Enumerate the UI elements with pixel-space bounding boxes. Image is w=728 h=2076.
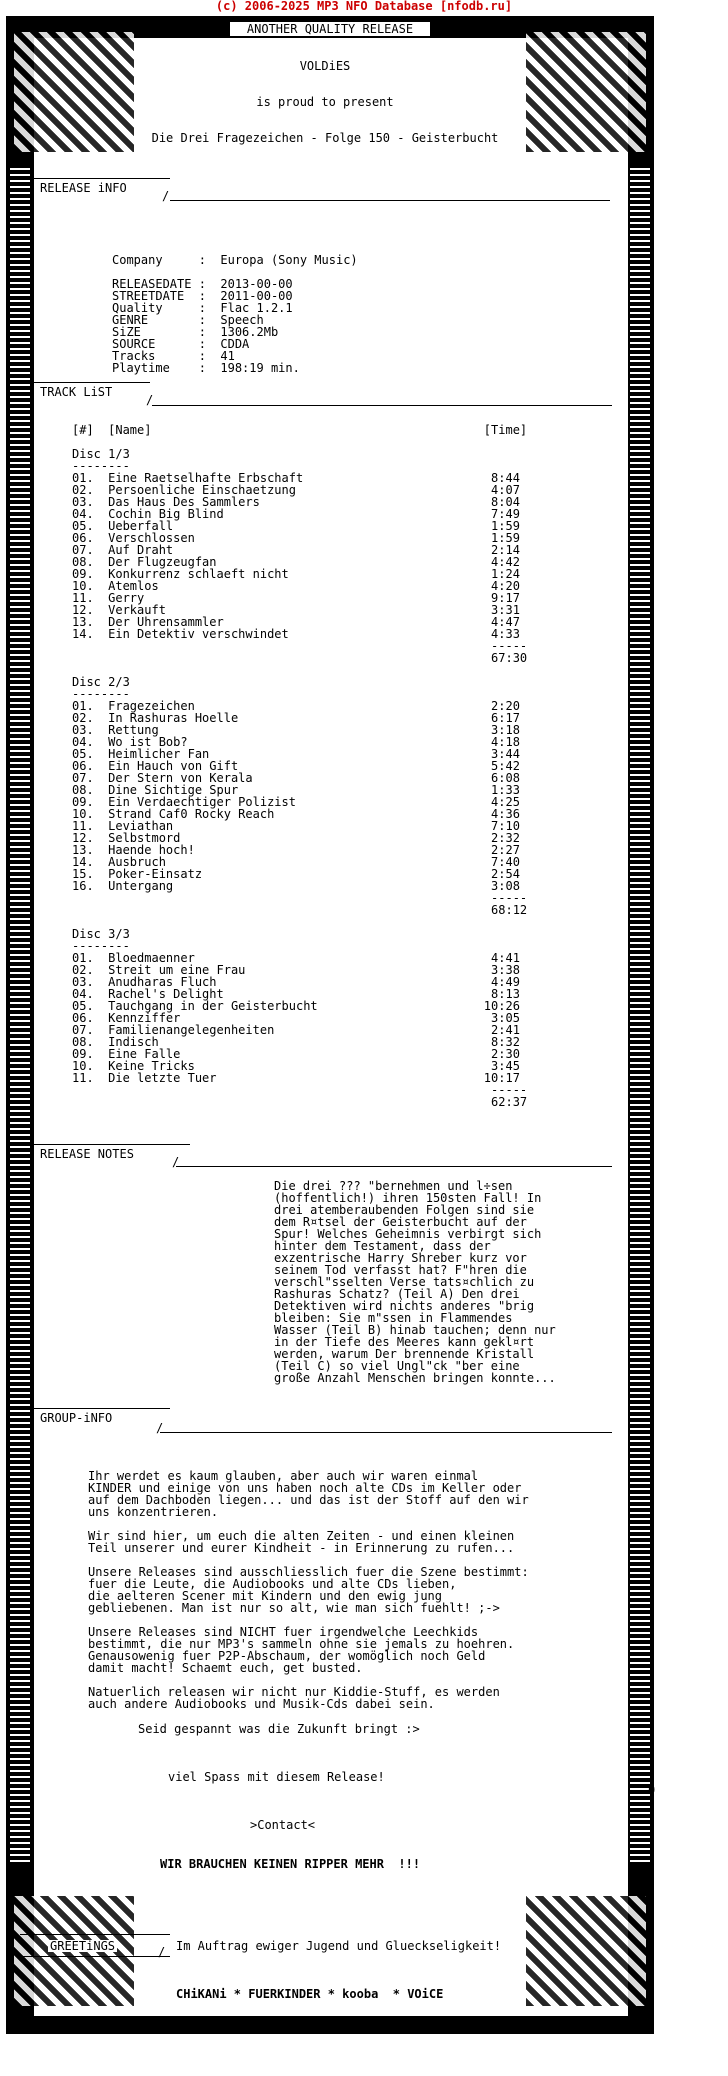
- release-notes-line: seinem Tod verfasst hat? F"hren die: [274, 1263, 527, 1277]
- group-info-line: Teil unserer und eurer Kindheit - in Erinnerung zu rufen...: [88, 1541, 515, 1555]
- track-row: 02. Persoenliche Einschaetzung 4:07: [72, 483, 520, 497]
- track-row: 14. Ein Detektiv verschwindet 4:33: [72, 627, 520, 641]
- rule: [176, 1166, 612, 1167]
- track-row: 07. Familienangelegenheiten 2:41: [72, 1023, 520, 1037]
- total-rule: -----: [72, 639, 528, 653]
- group-info-line: Genausowenig fuer P2P-Abschaum, der womöglich noch Geld: [88, 1649, 486, 1663]
- section-track-list: TRACK LiST: [40, 385, 113, 399]
- release-info-line: Quality : Flac 1.2.1: [112, 301, 293, 315]
- track-row: 06. Ein Hauch von Gift 5:42: [72, 759, 520, 773]
- contact-text: >Contact<: [250, 1818, 316, 1832]
- release-notes-line: werden, warum Der brennende Kristall: [274, 1347, 535, 1361]
- track-row: 02. In Rashuras Hoelle 6:17: [72, 711, 520, 725]
- track-row: 01. Bloedmaenner 4:41: [72, 951, 520, 965]
- track-row: 08. Der Flugzeugfan 4:42: [72, 555, 520, 569]
- rule: [20, 382, 150, 383]
- proud-text: is proud to present: [256, 95, 394, 109]
- source-header: (c) 2006-2025 MP3 NFO Database [nfodb.ru]: [215, 0, 513, 13]
- spacer: [72, 664, 527, 676]
- greetings-list: CHiKANi * FUERKINDER * kooba * VOiCE: [176, 1987, 444, 2001]
- release-notes-line: drei atemberaubenden Folgen sind sie: [274, 1203, 535, 1217]
- release-notes-line: Spur! Welches Geheimnis verbirgt sich: [274, 1227, 542, 1241]
- release-notes-line: verschl"sselten Verse tats¤chlich zu: [274, 1275, 535, 1289]
- rule: [20, 1408, 170, 1409]
- disc-total: 67:30: [72, 651, 528, 665]
- rule: [152, 405, 612, 406]
- group-info-line: bestimmt, die nur MP3's sammeln ohne sie jemals zu hoehren.: [88, 1637, 515, 1651]
- track-row: 12. Verkauft 3:31: [72, 603, 520, 617]
- spacer: [72, 1108, 527, 1120]
- track-row: 11. Gerry 9:17: [72, 591, 520, 605]
- release-notes-line: große Anzahl Menschen bringen konnte...: [274, 1371, 556, 1385]
- disc-underline: --------: [72, 939, 130, 953]
- group-info-line: Natuerlich releasen wir nicht nur Kiddie-Stuff, es werden: [88, 1685, 500, 1699]
- rule: [170, 200, 610, 201]
- track-row: 09. Ein Verdaechtiger Polizist 4:25: [72, 795, 520, 809]
- track-row: 06. Kennziffer 3:05: [72, 1011, 520, 1025]
- release-notes-line: in der Tiefe des Meeres kann gekl¤rt: [274, 1335, 535, 1349]
- group-info-line: Wir sind hier, um euch die alten Zeiten - und einen kleinen: [88, 1529, 515, 1543]
- track-row: 08. Indisch 8:32: [72, 1035, 520, 1049]
- track-row: 08. Dine Sichtige Spur 1:33: [72, 783, 520, 797]
- side-mark: 0: [648, 1783, 656, 1797]
- ripper-text: WIR BRAUCHEN KEINEN RIPPER MEHR !!!: [160, 1857, 421, 1871]
- track-row: 04. Cochin Big Blind 7:49: [72, 507, 520, 521]
- track-row: 14. Ausbruch 7:40: [72, 855, 520, 869]
- group-info-line: Ihr werdet es kaum glauben, aber auch wir waren einmal: [88, 1469, 479, 1483]
- track-row: 15. Poker-Einsatz 2:54: [72, 867, 520, 881]
- release-notes-line: hinter dem Testament, dass der: [274, 1239, 491, 1253]
- right-border-art: [630, 166, 650, 1866]
- section-release-info: RELEASE iNFO: [40, 181, 127, 195]
- track-row: 02. Streit um eine Frau 3:38: [72, 963, 520, 977]
- release-notes-line: Detektiven wird nichts anderes "brig: [274, 1299, 535, 1313]
- group-info-line: Unsere Releases sind ausschliesslich fuer die Szene bestimmt:: [88, 1565, 529, 1579]
- track-row: 03. Das Haus Des Sammlers 8:04: [72, 495, 520, 509]
- rule: [20, 1144, 190, 1145]
- track-row: 11. Die letzte Tuer 10:17: [72, 1071, 520, 1085]
- track-row: 07. Der Stern von Kerala 6:08: [72, 771, 520, 785]
- track-row: 03. Anudharas Fluch 4:49: [72, 975, 520, 989]
- release-info-line: Company : Europa (Sony Music): [112, 253, 358, 267]
- group-name: VOLDiES: [299, 59, 351, 73]
- group-info-line: auf dem Dachboden liegen... und das ist der Stoff auf den wir: [88, 1493, 529, 1507]
- group-info-line: damit macht! Schaemt euch, get busted.: [88, 1661, 363, 1675]
- rule: [20, 178, 170, 179]
- release-notes-line: Rashuras Schatz? (Teil A) Den drei: [274, 1287, 520, 1301]
- track-row: 01. Eine Raetselhafte Erbschaft 8:44: [72, 471, 520, 485]
- section-greetings: GREETiNGS: [50, 1939, 116, 1953]
- disc-total: 68:12: [72, 903, 528, 917]
- rule-slash: /: [156, 1421, 164, 1435]
- group-info-line: fuer die Leute, die Audiobooks und alte CDs lieben,: [88, 1577, 457, 1591]
- section-release-notes: RELEASE NOTES: [40, 1147, 134, 1161]
- release-notes-line: exzentrische Harry Shreber kurz vor: [274, 1251, 527, 1265]
- release-info-line: SOURCE : CDDA: [112, 337, 250, 351]
- release-notes-line: (hoffentlich!) ihren 150sten Fall! In: [274, 1191, 542, 1205]
- release-notes-line: Wasser (Teil B) hinab tauchen; denn nur: [274, 1323, 556, 1337]
- rule-slash: /: [162, 189, 170, 203]
- spacer: [72, 916, 527, 928]
- group-info-line: gebliebenen. Man ist nur so alt, wie man sich fuehlt! ;->: [88, 1601, 500, 1615]
- rule: [160, 1432, 612, 1433]
- release-info-line: STREETDATE : 2011-00-00: [112, 289, 293, 303]
- greetings-motto: Im Auftrag ewiger Jugend und Glueckseligkeit!: [176, 1939, 502, 1953]
- release-title: Die Drei Fragezeichen - Folge 150 - Geisterbucht: [151, 131, 499, 145]
- disc-title: Disc 3/3: [72, 927, 130, 941]
- release-notes-line: bleiben: Sie m"ssen in Flammendes: [274, 1311, 513, 1325]
- track-row: 05. Ueberfall 1:59: [72, 519, 520, 533]
- total-rule: -----: [72, 1083, 528, 1097]
- group-info-text: [88, 1470, 529, 1710]
- release-notes-line: Die drei ??? "bernehmen und l÷sen: [274, 1179, 513, 1193]
- group-info-line: die aelteren Scener mit Kindern und den ewig jung: [88, 1589, 443, 1603]
- release-notes-line: (Teil C) so viel Ungl"ck "ber eine: [274, 1359, 520, 1373]
- track-row: 06. Verschlossen 1:59: [72, 531, 520, 545]
- release-notes-line: dem R¤tsel der Geisterbucht auf der: [274, 1215, 527, 1229]
- release-info-line: SiZE : 1306.2Mb: [112, 325, 279, 339]
- group-info-line: Unsere Releases sind NICHT fuer irgendwelche Leechkids: [88, 1625, 479, 1639]
- section-group-info: GROUP-iNFO: [40, 1411, 113, 1425]
- rule: [20, 1956, 170, 1957]
- group-info-line: uns konzentrieren.: [88, 1505, 219, 1519]
- track-row: 09. Konkurrenz schlaeft nicht 1:24: [72, 567, 520, 581]
- track-row: 04. Rachel's Delight 8:13: [72, 987, 520, 1001]
- disc-underline: --------: [72, 459, 130, 473]
- track-row: 01. Fragezeichen 2:20: [72, 699, 520, 713]
- rule: [20, 1934, 170, 1935]
- rule-slash: /: [158, 1945, 166, 1959]
- track-row: 13. Der Uhrensammler 4:47: [72, 615, 520, 629]
- disc-title: Disc 2/3: [72, 675, 130, 689]
- future-text: Seid gespannt was die Zukunft bringt :>: [138, 1722, 420, 1736]
- disc-total: 62:37: [72, 1095, 528, 1109]
- group-info-line: auch andere Audiobooks und Musik-Cds dabei sein.: [88, 1697, 435, 1711]
- release-info-line: Playtime : 198:19 min.: [112, 361, 300, 375]
- track-row: 04. Wo ist Bob? 4:18: [72, 735, 520, 749]
- rule-slash: /: [146, 393, 154, 407]
- group-info-line: KINDER und einige von uns haben noch alte CDs im Keller oder: [88, 1481, 522, 1495]
- track-row: 11. Leviathan 7:10: [72, 819, 520, 833]
- disc-underline: --------: [72, 687, 130, 701]
- track-list: [72, 448, 527, 1120]
- track-row: 07. Auf Draht 2:14: [72, 543, 520, 557]
- track-row: 12. Selbstmord 2:32: [72, 831, 520, 845]
- left-border-art: [10, 166, 30, 1866]
- disc-title: Disc 1/3: [72, 447, 130, 461]
- corner-art-bottom-right: [526, 1896, 646, 2006]
- track-row: 05. Heimlicher Fan 3:44: [72, 747, 520, 761]
- track-row: 16. Untergang 3:08: [72, 879, 520, 893]
- track-row: 13. Haende hoch! 2:27: [72, 843, 520, 857]
- release-info-block: [112, 254, 358, 374]
- track-row: 03. Rettung 3:18: [72, 723, 520, 737]
- track-row: 09. Eine Falle 2:30: [72, 1047, 520, 1061]
- track-list-header: [#] [Name] [Time]: [72, 423, 528, 437]
- release-info-line: Tracks : 41: [112, 349, 235, 363]
- track-row: 10. Atemlos 4:20: [72, 579, 520, 593]
- track-row: 05. Tauchgang in der Geisterbucht 10:26: [72, 999, 520, 1013]
- release-info-line: RELEASEDATE : 2013-00-00: [112, 277, 293, 291]
- total-rule: -----: [72, 891, 528, 905]
- fun-text: viel Spass mit diesem Release!: [168, 1770, 385, 1784]
- banner: ANOTHER QUALITY RELEASE: [230, 22, 430, 36]
- release-info-line: GENRE : Speech: [112, 313, 264, 327]
- rule-slash: /: [172, 1155, 180, 1169]
- track-row: 10. Strand Caf0 Rocky Reach 4:36: [72, 807, 520, 821]
- track-row: 10. Keine Tricks 3:45: [72, 1059, 520, 1073]
- release-notes-text: [274, 1180, 556, 1384]
